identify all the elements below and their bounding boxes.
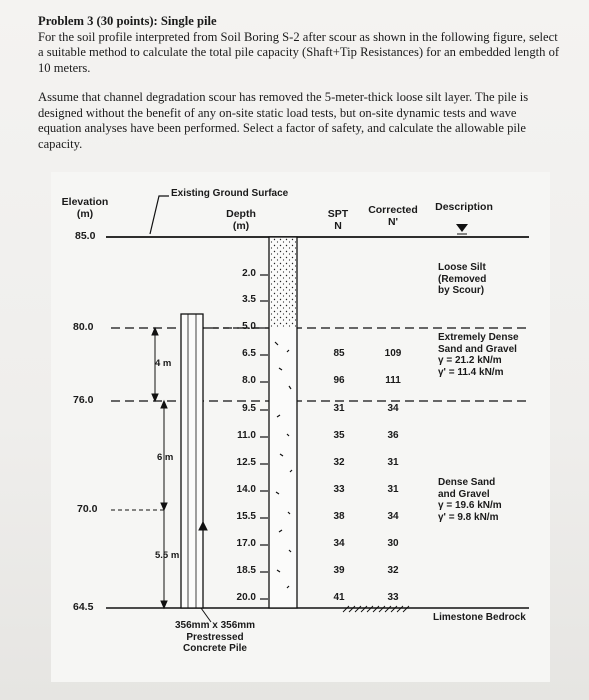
spt-n-value: 41 (333, 592, 345, 603)
spt-n-value: 33 (333, 484, 345, 495)
corrected-header-line1: Corrected (368, 204, 418, 216)
ground-surface-label: Existing Ground Surface (171, 188, 289, 199)
depth-header (221, 208, 261, 232)
description-header: Description (435, 201, 493, 213)
corrected-n-value: 34 (387, 511, 399, 522)
bedrock-hatch (343, 606, 409, 612)
corrected-n-value: 111 (385, 375, 401, 386)
elevation-header-line1: Elevation (61, 196, 109, 208)
pile-label: 356mm x 356mm Prestressed Concrete Pile (175, 620, 256, 654)
spt-n-value: 35 (333, 430, 345, 441)
spt-header-line1: SPT (327, 208, 349, 220)
depth-18-5: 18.5 (236, 565, 256, 576)
dimension-6m: 6 m (157, 452, 174, 463)
corrected-n-value: 36 (387, 430, 399, 441)
corrected-n-value: 33 (387, 592, 399, 603)
corrected-n-value: 31 (387, 457, 399, 468)
dimension-4m: 4 m (155, 358, 172, 369)
spt-n-value: 85 (333, 348, 345, 359)
corrected-n-value: 32 (387, 565, 399, 576)
elevation-64-5: 64.5 (73, 601, 94, 613)
spt-n-value: 38 (333, 511, 345, 522)
elevation-header-line2: (m) (76, 208, 94, 220)
spt-n-value: 32 (333, 457, 345, 468)
problem-title: Problem 3 (30 points): Single pile (38, 14, 217, 28)
corrected-n-value: 30 (387, 538, 399, 549)
spt-n-value: 96 (333, 375, 345, 386)
elevation-header (60, 196, 110, 220)
problem-text (38, 14, 560, 152)
depth-3-5: 3.5 (242, 294, 256, 305)
dimension-5-5m: 5.5 m (155, 550, 180, 561)
elevation-76: 76.0 (73, 394, 94, 406)
layer-description-loose-silt: Loose Silt (Removed by Scour) (438, 262, 487, 296)
depth-5-0: 5.0 (242, 321, 256, 332)
depth-2-0: 2.0 (242, 268, 256, 279)
corrected-header-line2: N' (387, 216, 399, 228)
depth-17-0: 17.0 (236, 538, 256, 549)
depth-20-0: 20.0 (236, 592, 256, 603)
depth-6-5: 6.5 (242, 348, 256, 359)
ground-surface-leader (150, 196, 169, 234)
layer-description-dense-sand: Dense Sand and Gravel γ = 19.6 kN/m γ' = 9.8 kN/m (438, 477, 502, 523)
depth-11-0: 11.0 (237, 430, 256, 441)
depth-14-0: 14.0 (236, 484, 256, 495)
spt-n-value: 39 (333, 565, 345, 576)
depth-9-5: 9.5 (242, 403, 256, 414)
elevation-85: 85.0 (75, 230, 96, 242)
pile-shaft (181, 314, 203, 608)
depth-header-line2: (m) (232, 220, 250, 232)
depth-header-line1: Depth (226, 208, 256, 220)
corrected-header (363, 204, 423, 228)
problem-paragraph-2: Assume that channel degradation scour has removed the 5-meter-thick loose silt layer. The pile is designed without the benefit of any on-site static load tests, but on-site dynamic tests and wave equation analyses have been performed. Select a factor of safety, and calculate the allowable pile capacity. (38, 90, 529, 151)
spt-n-value: 34 (333, 538, 345, 549)
elevation-70: 70.0 (77, 503, 98, 515)
spt-header-line2: N (334, 220, 342, 232)
spt-n-value: 31 (333, 403, 345, 414)
layer-description-bedrock: Limestone Bedrock (433, 612, 526, 623)
loose-silt-stipple (270, 238, 296, 328)
depth-8-0: 8.0 (242, 375, 256, 386)
corrected-n-value: 109 (384, 348, 402, 359)
problem-paragraph-1: For the soil profile interpreted from Soil Boring S-2 after scour as shown in the following figure, select a suitable method to calculate the total pile capacity (Shaft+Tip Resistances) for an embedded length of 10 meters. (38, 29, 560, 75)
corrected-n-value: 34 (387, 403, 399, 414)
soil-profile-drawing (51, 172, 550, 682)
soil-profile-figure (51, 172, 550, 682)
spt-header (323, 208, 353, 232)
layer-description-extremely-dense: Extremely Dense Sand and Gravel γ = 21.2 kN/m γ' = 11.4 kN/m (438, 332, 519, 378)
water-table-icon (456, 224, 468, 232)
corrected-n-value: 31 (387, 484, 399, 495)
elevation-80: 80.0 (73, 321, 94, 333)
depth-12-5: 12.5 (236, 457, 256, 468)
depth-15-5: 15.5 (236, 511, 256, 522)
